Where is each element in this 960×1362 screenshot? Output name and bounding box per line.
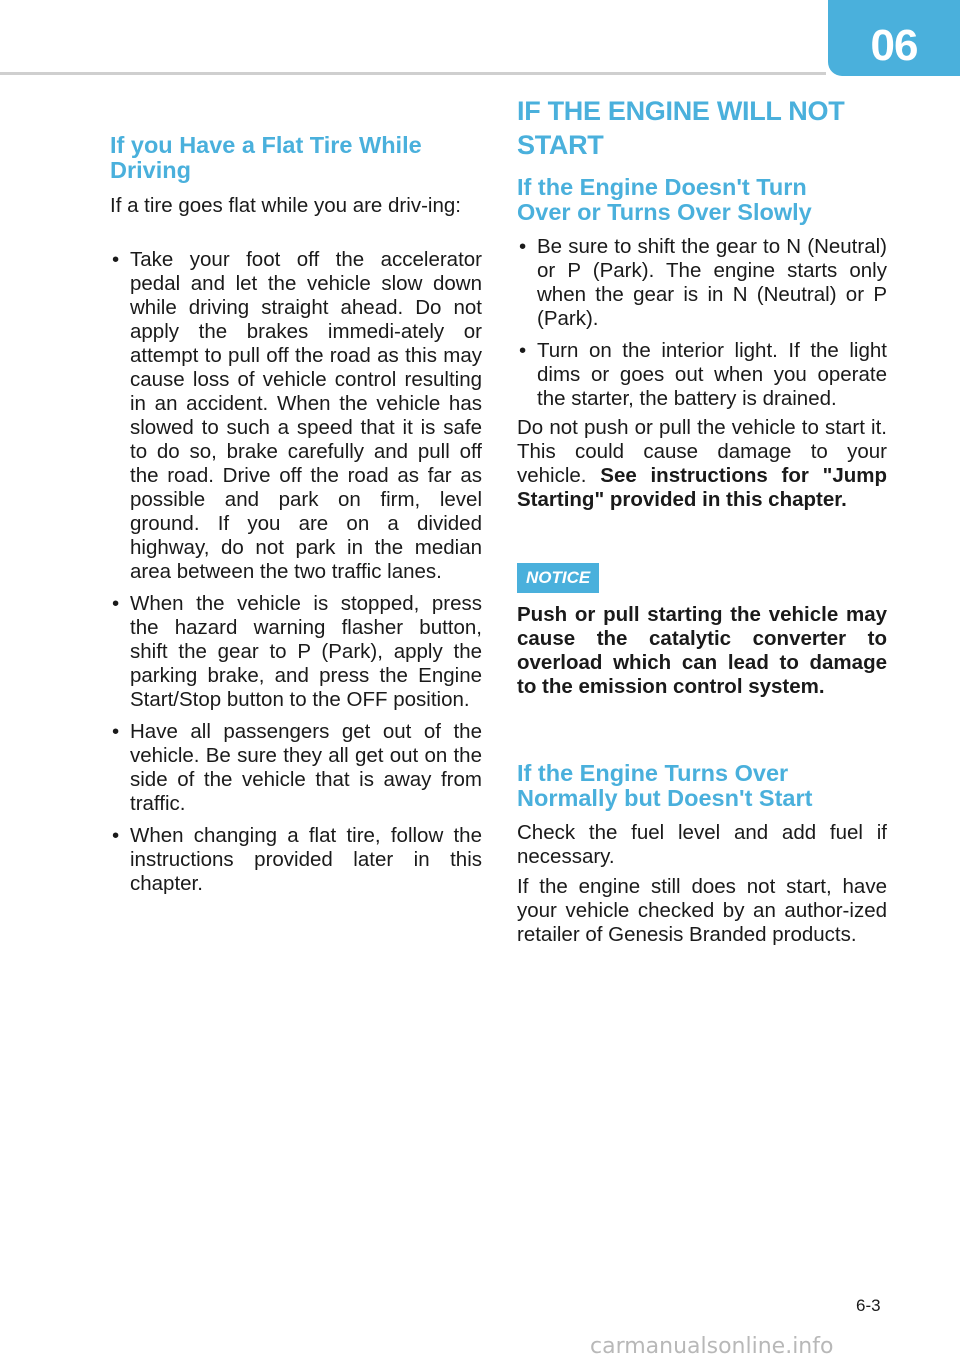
notice-badge-wrap [517, 563, 599, 593]
push-start-text: Do not push or pull the vehicle to start it. This could cause damage to your vehicle. [517, 416, 887, 487]
list-item: • When changing a flat tire, follow the instructions provided later in this chapter. [110, 824, 482, 896]
fuel-check-text: Check the fuel level and add fuel if necessary. [517, 821, 887, 868]
notice-text: Push or pull starting the vehicle may cause the catalytic converter to overload which can lead to damage to the emission control system. [517, 603, 887, 698]
flat-tire-heading: If you Have a Flat Tire While Driving [110, 132, 422, 183]
section-title: IF THE ENGINE WILL NOT START [517, 96, 845, 160]
no-start-heading: If the Engine Turns Over Normally but Doesn't Start [517, 760, 813, 811]
list-item: • Be sure to shift the gear to N (Neutral) or P (Park). The engine starts only when the gear is in N (Neutral) or P (Park). [517, 235, 887, 331]
list-item: • Turn on the interior light. If the light dims or goes out when you operate the starter, the battery is drained. [517, 339, 887, 411]
jump-start-reference: See instructions for "Jump Starting" provided in this chapter. [517, 464, 887, 511]
list-item: • Take your foot off the accelerator pedal and let the vehicle slow down while driving straight ahead. Do not apply the brakes immedi-ately or attempt to pull off the road as this may cause loss of vehicle control resulting in an accident. When the vehicle has slowed to such a speed that it is safe to do so, brake carefully and pull off the road. Drive off the road as far as possible and park on firm, level ground. If you are on a divided highway, do not park in the median area between the two traffic lanes. [110, 248, 482, 584]
flat-tire-intro: If a tire goes flat while you are driv-ing: [110, 194, 461, 217]
push-start-warning [517, 416, 887, 512]
notice-badge: NOTICE [517, 563, 599, 593]
no-turn-checks [517, 235, 887, 411]
dealer-check-text: If the engine still does not start, have your vehicle checked by an author-ized retailer of Genesis Branded products. [517, 875, 887, 946]
no-turn-heading: If the Engine Doesn't Turn Over or Turns Over Slowly [517, 174, 812, 225]
flat-tire-steps [110, 248, 482, 896]
chapter-tab [828, 0, 960, 76]
list-item: • Have all passengers get out of the vehicle. Be sure they all get out on the side of the vehicle that is away from traffic. [110, 720, 482, 816]
list-item: • When the vehicle is stopped, press the hazard warning flasher button, shift the gear to P (Park), apply the parking brake, and press the Engine Start/Stop button to the OFF position. [110, 592, 482, 712]
page-number: 6-3 [856, 1296, 881, 1315]
chapter-number: 06 [870, 21, 918, 70]
watermark: carmanualsonline.info [590, 1334, 834, 1359]
header-rule [0, 72, 826, 75]
